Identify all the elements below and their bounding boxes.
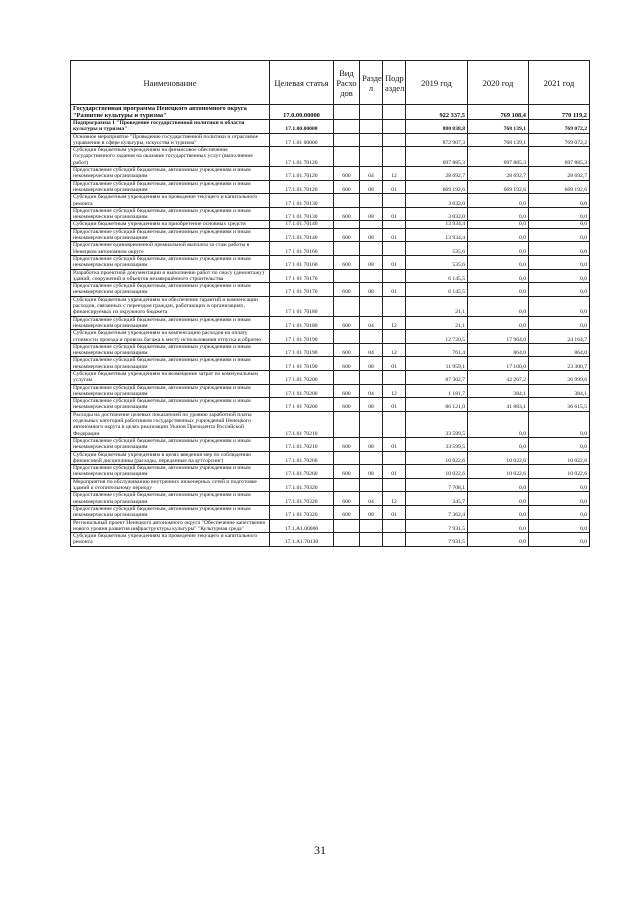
budget-table	[70, 60, 590, 547]
row-value-2020: 768 139,1	[468, 133, 529, 147]
row-name: Разработка проектной документации и выполнение работ по сносу (демонтажу) зданий, сооружений и объектов незавершённого строительства	[71, 269, 270, 283]
row-section: 08	[360, 228, 383, 242]
row-value-2021: 36 999,6	[529, 370, 590, 384]
row-name: Субсидии бюджетным учреждениям на проведение текущего и капитального ремонта	[71, 533, 270, 547]
table-row	[71, 519, 590, 533]
row-subsection: 01	[383, 357, 406, 371]
row-target-article: 17 1 01 70200	[270, 398, 334, 412]
table-row	[71, 194, 590, 208]
row-expense-kind: 600	[334, 398, 360, 412]
row-target-article: 17.1.A1.00000	[270, 519, 334, 533]
table-row	[71, 370, 590, 384]
row-name: Субсидии бюджетным учреждениям на обеспечение гарантий и компенсации расходов, связанных с переездом граждан, работающих в организациях, финансируемых из окружного бюджета	[71, 296, 270, 316]
row-expense-kind: 600	[334, 283, 360, 297]
row-value-2020: 0,0	[468, 478, 529, 492]
row-subsection	[383, 370, 406, 384]
row-name: Мероприятия по обслуживанию внутренних инженерных сетей и подготовке зданий к отопительному периоду	[71, 478, 270, 492]
table-row	[71, 228, 590, 242]
row-target-article: 17.1.00.00000	[270, 120, 334, 134]
row-expense-kind	[334, 242, 360, 256]
row-target-article: 17.1.01.70120	[270, 167, 334, 181]
row-expense-kind	[334, 221, 360, 228]
row-value-2020: 0,0	[468, 207, 529, 221]
row-value-2021: 864,0	[529, 343, 590, 357]
row-value-2020: 0,0	[468, 269, 529, 283]
row-value-2020: 0,0	[468, 533, 529, 547]
row-value-2019: 535,6	[406, 255, 468, 269]
row-expense-kind	[334, 147, 360, 167]
row-value-2021: 0,0	[529, 519, 590, 533]
row-value-2021: 0,0	[529, 505, 590, 519]
row-value-2021: 10 022,6	[529, 451, 590, 465]
row-section: 08	[360, 357, 383, 371]
header-section: Разде л	[360, 61, 383, 105]
row-section	[360, 242, 383, 256]
row-value-2019: 11 959,1	[406, 357, 468, 371]
row-name: Предоставление субсидий бюджетным, автономным учреждениям и иным некоммерческим организациям	[71, 316, 270, 330]
row-section	[360, 105, 383, 120]
page-number: 31	[314, 843, 326, 857]
row-target-article: 17.1.01.70320	[270, 492, 334, 506]
table-row	[71, 343, 590, 357]
row-value-2020: 41 883,1	[468, 398, 529, 412]
row-value-2021: 0,0	[529, 269, 590, 283]
row-value-2020: 384,1	[468, 384, 529, 398]
table-row	[71, 242, 590, 256]
row-name: Расходы на достижение целевых показателей по уровню заработной платы отдельных категорий работников государственных учреждений Ненецкого автономного округа в целях реализации Указов Президента Российской Федерации	[71, 411, 270, 437]
row-section	[360, 120, 383, 134]
row-value-2019: 345,7	[406, 492, 468, 506]
row-target-article: 17.1.01.70260	[270, 465, 334, 479]
row-value-2019: 13 934,4	[406, 228, 468, 242]
row-expense-kind	[334, 533, 360, 547]
row-subsection: 01	[383, 398, 406, 412]
row-value-2019: 1 181,7	[406, 384, 468, 398]
row-target-article: 17 1 01 70180	[270, 296, 334, 316]
row-expense-kind: 600	[334, 465, 360, 479]
row-name: Предоставление субсидий бюджетным, автономным учреждениям и иным некоммерческим организациям	[71, 505, 270, 519]
row-section: 08	[360, 283, 383, 297]
table-row	[71, 207, 590, 221]
row-name: Предоставление единовременной премиальной выплаты за стаж работы в Ненецком автономном округе	[71, 242, 270, 256]
table-row	[71, 492, 590, 506]
row-subsection: 01	[383, 207, 406, 221]
row-expense-kind: 600	[334, 228, 360, 242]
row-expense-kind	[334, 105, 360, 120]
row-value-2019: 3 032,0	[406, 194, 468, 208]
header-name: Наименование	[71, 61, 270, 105]
row-value-2019: 87 302,7	[406, 370, 468, 384]
row-expense-kind	[334, 330, 360, 344]
row-value-2019: 761,4	[406, 343, 468, 357]
row-name: Предоставление субсидий бюджетным, автономным учреждениям и иным некоммерческим организациям	[71, 343, 270, 357]
row-value-2021: 0,0	[529, 283, 590, 297]
row-name: Предоставление субсидий бюджетным, автономным учреждениям и иным некоммерческим организациям	[71, 283, 270, 297]
row-expense-kind: 600	[334, 343, 360, 357]
row-value-2020: 0,0	[468, 242, 529, 256]
row-name: Предоставление субсидий бюджетным, автономным учреждениям и иным некоммерческим организациям	[71, 167, 270, 181]
row-target-article: 17 1 01 70190	[270, 343, 334, 357]
row-value-2021: 0,0	[529, 411, 590, 437]
row-section	[360, 533, 383, 547]
row-value-2021: 769 072,2	[529, 120, 590, 134]
table-row	[71, 283, 590, 297]
table-row	[71, 147, 590, 167]
row-value-2021: 0,0	[529, 255, 590, 269]
row-subsection: 01	[383, 228, 406, 242]
row-expense-kind	[334, 519, 360, 533]
table-row	[71, 296, 590, 316]
header-year-2019: 2019 год	[406, 61, 468, 105]
row-subsection	[383, 269, 406, 283]
row-subsection: 01	[383, 437, 406, 451]
row-value-2019: 7 362,4	[406, 505, 468, 519]
row-value-2019: 21,1	[406, 296, 468, 316]
row-value-2021: 0,0	[529, 478, 590, 492]
row-section	[360, 478, 383, 492]
row-section: 08	[360, 437, 383, 451]
row-name: Предоставление субсидий бюджетным, автономным учреждениям и иным некоммерческим организациям	[71, 398, 270, 412]
table-row	[71, 330, 590, 344]
row-expense-kind: 600	[334, 505, 360, 519]
row-name: Субсидии бюджетным учреждениям на приобретение основных средств	[71, 221, 270, 228]
row-expense-kind	[334, 296, 360, 316]
row-name: Субсидии бюджетным учреждениям на возмещение затрат по коммунальным услугам	[71, 370, 270, 384]
row-subsection	[383, 120, 406, 134]
row-subsection: 12	[383, 167, 406, 181]
row-name: Субсидии бюджетным учреждениям на финансовое обеспечение государственного задания на оказание государственных услуг (выполнение работ)	[71, 147, 270, 167]
row-value-2021: 0,0	[529, 296, 590, 316]
row-subsection: 12	[383, 343, 406, 357]
table-row	[71, 133, 590, 147]
row-value-2021: 697 885,3	[529, 147, 590, 167]
row-value-2019: 3 032,0	[406, 207, 468, 221]
row-subsection: 12	[383, 492, 406, 506]
row-value-2020: 0,0	[468, 194, 529, 208]
table-row	[71, 221, 590, 228]
row-section: 08	[360, 398, 383, 412]
row-expense-kind: 600	[334, 180, 360, 194]
row-section	[360, 147, 383, 167]
row-value-2019: 28 692,7	[406, 167, 468, 181]
row-value-2020: 697 885,3	[468, 147, 529, 167]
row-value-2019: 6 145,5	[406, 283, 468, 297]
row-section	[360, 519, 383, 533]
table-row	[71, 451, 590, 465]
row-name: Предоставление субсидий бюджетным, автономным учреждениям и иным некоммерческим организациям	[71, 180, 270, 194]
row-value-2020: 17 100,0	[468, 357, 529, 371]
row-subsection: 01	[383, 255, 406, 269]
row-expense-kind: 600	[334, 255, 360, 269]
row-value-2020: 28 692,7	[468, 167, 529, 181]
row-value-2020: 10 022,6	[468, 465, 529, 479]
table-row	[71, 398, 590, 412]
row-value-2019: 33 599,5	[406, 411, 468, 437]
row-section: 04	[360, 384, 383, 398]
row-subsection	[383, 221, 406, 228]
row-value-2019: 7 931,5	[406, 519, 468, 533]
row-target-article: 17.1.01.70140	[270, 228, 334, 242]
row-value-2021: 0,0	[529, 533, 590, 547]
row-name: Предоставление субсидий бюджетным, автономным учреждениям и иным некоммерческим организациям	[71, 207, 270, 221]
row-expense-kind: 600	[334, 207, 360, 221]
row-value-2020: 0,0	[468, 255, 529, 269]
row-value-2019: 535,6	[406, 242, 468, 256]
row-target-article: 17 1 01 70160	[270, 255, 334, 269]
row-section	[360, 221, 383, 228]
table-row	[71, 180, 590, 194]
table-header-row	[71, 61, 590, 105]
row-value-2019: 7 931,5	[406, 533, 468, 547]
row-target-article: 17 1 01 70190	[270, 357, 334, 371]
row-target-article: 17.1.A1.70130	[270, 533, 334, 547]
row-target-article: 17 1.01 00000	[270, 133, 334, 147]
row-value-2019: 10 022,6	[406, 465, 468, 479]
header-expense-kind: Вид Расхо дов	[334, 61, 360, 105]
row-expense-kind	[334, 194, 360, 208]
row-value-2019: 669 192,6	[406, 180, 468, 194]
row-expense-kind: 600	[334, 167, 360, 181]
row-value-2020: 0,0	[468, 221, 529, 228]
row-value-2020: 0,0	[468, 492, 529, 506]
row-value-2019: 6 145,5	[406, 269, 468, 283]
row-value-2021: 669 192,6	[529, 180, 590, 194]
row-expense-kind: 600	[334, 316, 360, 330]
row-value-2021: 10 022,6	[529, 465, 590, 479]
row-subsection	[383, 533, 406, 547]
row-value-2019: 922 337,5	[406, 105, 468, 120]
row-value-2021: 0,0	[529, 316, 590, 330]
row-value-2019: 33 599,5	[406, 437, 468, 451]
row-value-2021: 24 164,7	[529, 330, 590, 344]
row-name: Предоставление субсидий бюджетным, автономным учреждениям и иным некоммерческим организациям	[71, 255, 270, 269]
row-value-2021: 769 072,2	[529, 133, 590, 147]
row-target-article: 17 1.01 70200	[270, 370, 334, 384]
row-value-2020: 10 022,6	[468, 451, 529, 465]
row-value-2020: 0,0	[468, 296, 529, 316]
row-target-article: 17.1.01.70260	[270, 451, 334, 465]
header-year-2020: 2020 год	[468, 61, 529, 105]
row-value-2020: 769 108,4	[468, 105, 529, 120]
row-subsection: 01	[383, 465, 406, 479]
table-row	[71, 533, 590, 547]
header-subsection: Подр аздел	[383, 61, 406, 105]
row-expense-kind	[334, 120, 360, 134]
row-value-2021: 0,0	[529, 221, 590, 228]
row-subsection	[383, 451, 406, 465]
row-expense-kind	[334, 133, 360, 147]
row-target-article: 17 1.01 70120	[270, 147, 334, 167]
table-row	[71, 255, 590, 269]
row-expense-kind: 600	[334, 437, 360, 451]
row-name: Основное мероприятие "Проведение государственной политики и отраслевое управление в сфере культуры, искусства и туризма"	[71, 133, 270, 147]
row-value-2020: 0,0	[468, 437, 529, 451]
row-section	[360, 133, 383, 147]
row-value-2020: 768 139,1	[468, 120, 529, 134]
row-section: 08	[360, 505, 383, 519]
row-section: 08	[360, 207, 383, 221]
row-value-2021: 770 119,2	[529, 105, 590, 120]
row-value-2021: 36 615,5	[529, 398, 590, 412]
row-subsection	[383, 242, 406, 256]
row-value-2019: 12 720,5	[406, 330, 468, 344]
row-subsection	[383, 296, 406, 316]
row-value-2019: 10 022,6	[406, 451, 468, 465]
row-value-2021: 384,1	[529, 384, 590, 398]
row-expense-kind: 600	[334, 492, 360, 506]
row-value-2020: 0,0	[468, 316, 529, 330]
row-name: Предоставление субсидий бюджетным, автономным учреждениям и иным некоммерческим организациям	[71, 465, 270, 479]
row-value-2020: 864,0	[468, 343, 529, 357]
row-target-article: 17.1 01.70200	[270, 384, 334, 398]
row-value-2020: 669 192,6	[468, 180, 529, 194]
row-name: Региональный проект Ненецкого автономного округа "Обеспечение качественно нового уровня развития инфраструктуры культуры" "Культурная среда"	[71, 519, 270, 533]
row-expense-kind	[334, 370, 360, 384]
row-name: Предоставление субсидий бюджетным, автономным учреждениям и иным некоммерческим организациям	[71, 437, 270, 451]
table-row	[71, 505, 590, 519]
row-value-2020: 0,0	[468, 228, 529, 242]
row-section: 08	[360, 180, 383, 194]
table-body	[71, 105, 590, 547]
row-subsection: 01	[383, 283, 406, 297]
row-subsection	[383, 105, 406, 120]
row-name: Предоставление субсидий бюджетным, автономным учреждениям и иным некоммерческим организациям	[71, 492, 270, 506]
row-value-2020: 0,0	[468, 411, 529, 437]
table-row	[71, 316, 590, 330]
row-section	[360, 411, 383, 437]
row-subsection	[383, 411, 406, 437]
table-row	[71, 478, 590, 492]
row-section: 04	[360, 492, 383, 506]
row-value-2019: 7 708,1	[406, 478, 468, 492]
row-target-article: 17.1.01.70320	[270, 478, 334, 492]
row-name: Предоставление субсидий бюджетным, автономным учреждениям и иным некоммерческим организациям	[71, 228, 270, 242]
table-row	[71, 120, 590, 134]
row-value-2019: 872 907,3	[406, 133, 468, 147]
row-target-article: 17.1.01.70120	[270, 180, 334, 194]
table-row	[71, 384, 590, 398]
row-section	[360, 330, 383, 344]
table-row	[71, 411, 590, 437]
row-value-2021: 0,0	[529, 228, 590, 242]
row-value-2021: 23 300,7	[529, 357, 590, 371]
row-subsection	[383, 133, 406, 147]
row-subsection: 12	[383, 316, 406, 330]
table-row	[71, 357, 590, 371]
row-subsection: 01	[383, 180, 406, 194]
row-value-2019: 697 885,3	[406, 147, 468, 167]
row-value-2019: 880 838,8	[406, 120, 468, 134]
row-target-article: 17.0.00.00000	[270, 105, 334, 120]
row-section: 04	[360, 343, 383, 357]
row-value-2021: 0,0	[529, 492, 590, 506]
row-target-article: 17.1.01.70210	[270, 437, 334, 451]
row-section: 04	[360, 316, 383, 330]
row-subsection: 12	[383, 384, 406, 398]
row-section: 04	[360, 167, 383, 181]
row-expense-kind: 600	[334, 384, 360, 398]
row-subsection	[383, 330, 406, 344]
row-value-2020: 0,0	[468, 519, 529, 533]
table-row	[71, 465, 590, 479]
row-name: Субсидии бюджетным учреждениям в целях введения мер по соблюдению финансовой дисциплины (расходы, переданные на аутсорсинг)	[71, 451, 270, 465]
row-subsection	[383, 478, 406, 492]
row-name: Предоставление субсидий бюджетным, автономным учреждениям и иным некоммерческим организациям	[71, 357, 270, 371]
row-section	[360, 296, 383, 316]
row-target-article: 17 1 01 70190	[270, 330, 334, 344]
row-value-2020: 42 267,2	[468, 370, 529, 384]
row-section	[360, 370, 383, 384]
row-value-2019: 86 121,0	[406, 398, 468, 412]
row-target-article: 17 1 01 70130	[270, 194, 334, 208]
row-section: 08	[360, 465, 383, 479]
row-target-article: 17.1.01 70210	[270, 411, 334, 437]
row-subsection: 01	[383, 505, 406, 519]
row-expense-kind: 600	[334, 357, 360, 371]
row-target-article: 17 1 01 70180	[270, 316, 334, 330]
row-value-2021: 0,0	[529, 242, 590, 256]
row-expense-kind	[334, 269, 360, 283]
row-target-article: 17 1 01 70170	[270, 283, 334, 297]
row-name: Субсидии бюджетным учреждениям на компенсацию расходов на оплату стоимости проезда и провоза багажа к месту использования отпуска и обратно	[71, 330, 270, 344]
table-row	[71, 269, 590, 283]
row-target-article: 17 1 01 70130	[270, 207, 334, 221]
row-expense-kind	[334, 478, 360, 492]
row-value-2020: 0,0	[468, 505, 529, 519]
row-value-2021: 0,0	[529, 437, 590, 451]
row-section	[360, 451, 383, 465]
row-target-article: 17 1 01 70160	[270, 242, 334, 256]
row-target-article: 17 1 01 70320	[270, 505, 334, 519]
row-name: Подпрограмма 1 "Проведение государственной политики в области культуры и туризма"	[71, 120, 270, 134]
row-value-2021: 28 692,7	[529, 167, 590, 181]
table-row	[71, 167, 590, 181]
row-name: Государственная программа Ненецкого автономного округа "Развитие культуры и туризма"	[71, 105, 270, 120]
row-section: 08	[360, 255, 383, 269]
row-subsection	[383, 194, 406, 208]
row-subsection	[383, 519, 406, 533]
header-year-2021: 2021 год	[529, 61, 590, 105]
row-value-2019: 13 934,4	[406, 221, 468, 228]
row-target-article: 17.1.01.70140	[270, 221, 334, 228]
row-name: Субсидии бюджетным учреждениям на проведение текущего и капитального ремонта	[71, 194, 270, 208]
row-expense-kind	[334, 451, 360, 465]
table-row	[71, 105, 590, 120]
row-value-2020: 17 964,0	[468, 330, 529, 344]
row-value-2021: 0,0	[529, 194, 590, 208]
row-subsection	[383, 147, 406, 167]
row-value-2019: 21,1	[406, 316, 468, 330]
table-row	[71, 437, 590, 451]
budget-table-container	[70, 60, 589, 547]
row-expense-kind	[334, 411, 360, 437]
row-value-2020: 0,0	[468, 283, 529, 297]
row-name: Предоставление субсидий бюджетным, автономным учреждениям и иным некоммерческим организациям	[71, 384, 270, 398]
row-section	[360, 269, 383, 283]
row-section	[360, 194, 383, 208]
row-target-article: 17 1 01 70170	[270, 269, 334, 283]
row-value-2021: 0,0	[529, 207, 590, 221]
header-target-article: Целевая статья	[270, 61, 334, 105]
